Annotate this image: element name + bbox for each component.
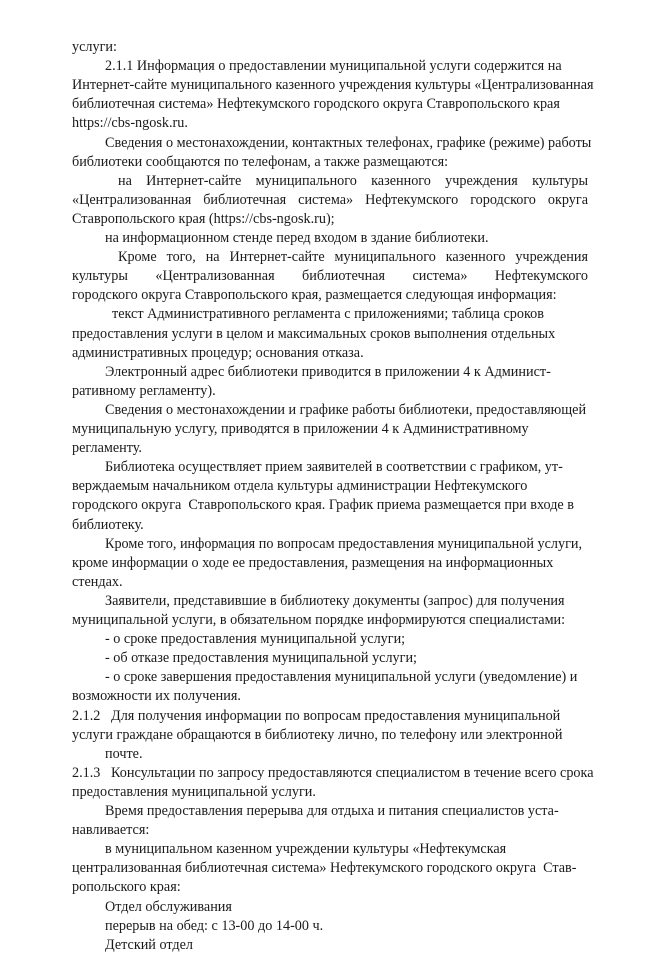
text-line: библиотечная система» Нефтекумского городского округа Ставропольского края [72, 96, 560, 113]
text-line: стендах. [72, 573, 123, 590]
text-line: 2.1.2 Для получения информации по вопросам предоставления муниципальной [72, 707, 561, 724]
text-line: услуги: [72, 39, 117, 55]
text-line: текст Административного регламента с приложениями; таблица сроков [112, 306, 544, 323]
text-line: Электронный адрес библиотеки приводится в приложении 4 к Админист- [105, 363, 551, 380]
text-line: Ставропольского края (https://cbs-ngosk.ru); [72, 210, 335, 227]
text-line: услуги граждане обращаются в библиотеку лично, по телефону или электронной [72, 726, 563, 743]
text-line: 2.1.1 Информация о предоставлении муниципальной услуги содержится на [105, 58, 562, 75]
text-line: Детский отдел [105, 936, 193, 953]
text-line: навливается: [72, 822, 150, 839]
text-line: централизованная библиотечная система» Нефтекумского городского округа Став- [72, 860, 577, 877]
text-line: административных процедур; основания отказа. [72, 344, 364, 361]
text-line: перерыв на обед: с 13-00 до 14-00 ч. [105, 917, 324, 934]
text-line: муниципальную услугу, приводятся в приложении 4 к Административному [72, 421, 529, 437]
text-line: предоставления муниципальной услуги. [72, 783, 316, 800]
text-line: возможности их получения. [72, 688, 241, 705]
text-line: https://cbs-ngosk.ru. [72, 115, 188, 132]
text-line: Сведения о местонахождении, контактных телефонах, графике (режиме) работы [105, 134, 592, 151]
text-line: кроме информации о ходе ее предоставления, размещения на информационных [72, 554, 554, 571]
text-line: Библиотека осуществляет прием заявителей в соответствии с графиком, ут- [105, 459, 563, 476]
text-line: библиотеки сообщаются по телефонам, а также размещаются: [72, 153, 449, 170]
text-line: предоставления услуги в целом и максимальных сроков выполнения отдельных [72, 325, 556, 342]
text-line: Отдел обслуживания [105, 898, 232, 915]
text-line: «Централизованная библиотечная система» Нефтекумского городского округа [72, 191, 588, 208]
text-line: Время предоставления перерыва для отдыха и питания специалистов уста- [105, 803, 559, 819]
text-line: на Интернет-сайте муниципального казенного учреждения культуры [118, 172, 588, 189]
text-line: Интернет-сайте муниципального казенного учреждения культуры «Централизованная [72, 77, 594, 94]
list-item: - о сроке предоставления муниципальной услуги; [105, 631, 406, 648]
text-line: городского округа Ставропольского края. График приема размещается при входе в [72, 497, 574, 514]
list-item: - о сроке завершения предоставления муниципальной услуги (уведомление) и [105, 669, 578, 686]
text-line: Кроме того, информация по вопросам предоставления муниципальной услуги, [105, 535, 583, 552]
text-line: почте. [105, 745, 143, 762]
text-line: городского округа Ставропольского края, размещается следующая информация: [72, 287, 557, 304]
text-line: в муниципальном казенном учреждении культуры «Нефтекумская [105, 841, 507, 858]
text-line: верждаемым начальником отдела культуры администрации Нефтекумского [72, 478, 528, 495]
list-item: - об отказе предоставления муниципальной услуги; [105, 650, 417, 667]
text-line: Сведения о местонахождении и графике работы библиотеки, предоставляющей [105, 401, 587, 418]
text-line: Кроме того, на Интернет-сайте муниципального казенного учреждения [118, 249, 588, 266]
text-line: Заявители, представившие в библиотеку документы (запрос) для получения [105, 592, 565, 609]
text-line: 2.1.3 Консультации по запросу предоставляются специалистом в течение всего срока [72, 764, 594, 781]
text-line: муниципальной услуги, в обязательном порядке информируются специалистами: [72, 612, 566, 628]
text-line: культуры «Централизованная библиотечная система» Нефтекумского [72, 268, 588, 285]
text-line: библиотеку. [72, 516, 144, 533]
text-line: на информационном стенде перед входом в здание библиотеки. [105, 230, 489, 246]
text-line: ропольского края: [72, 879, 181, 896]
text-line: ративному регламенту). [72, 382, 216, 399]
text-line: регламенту. [72, 440, 142, 457]
